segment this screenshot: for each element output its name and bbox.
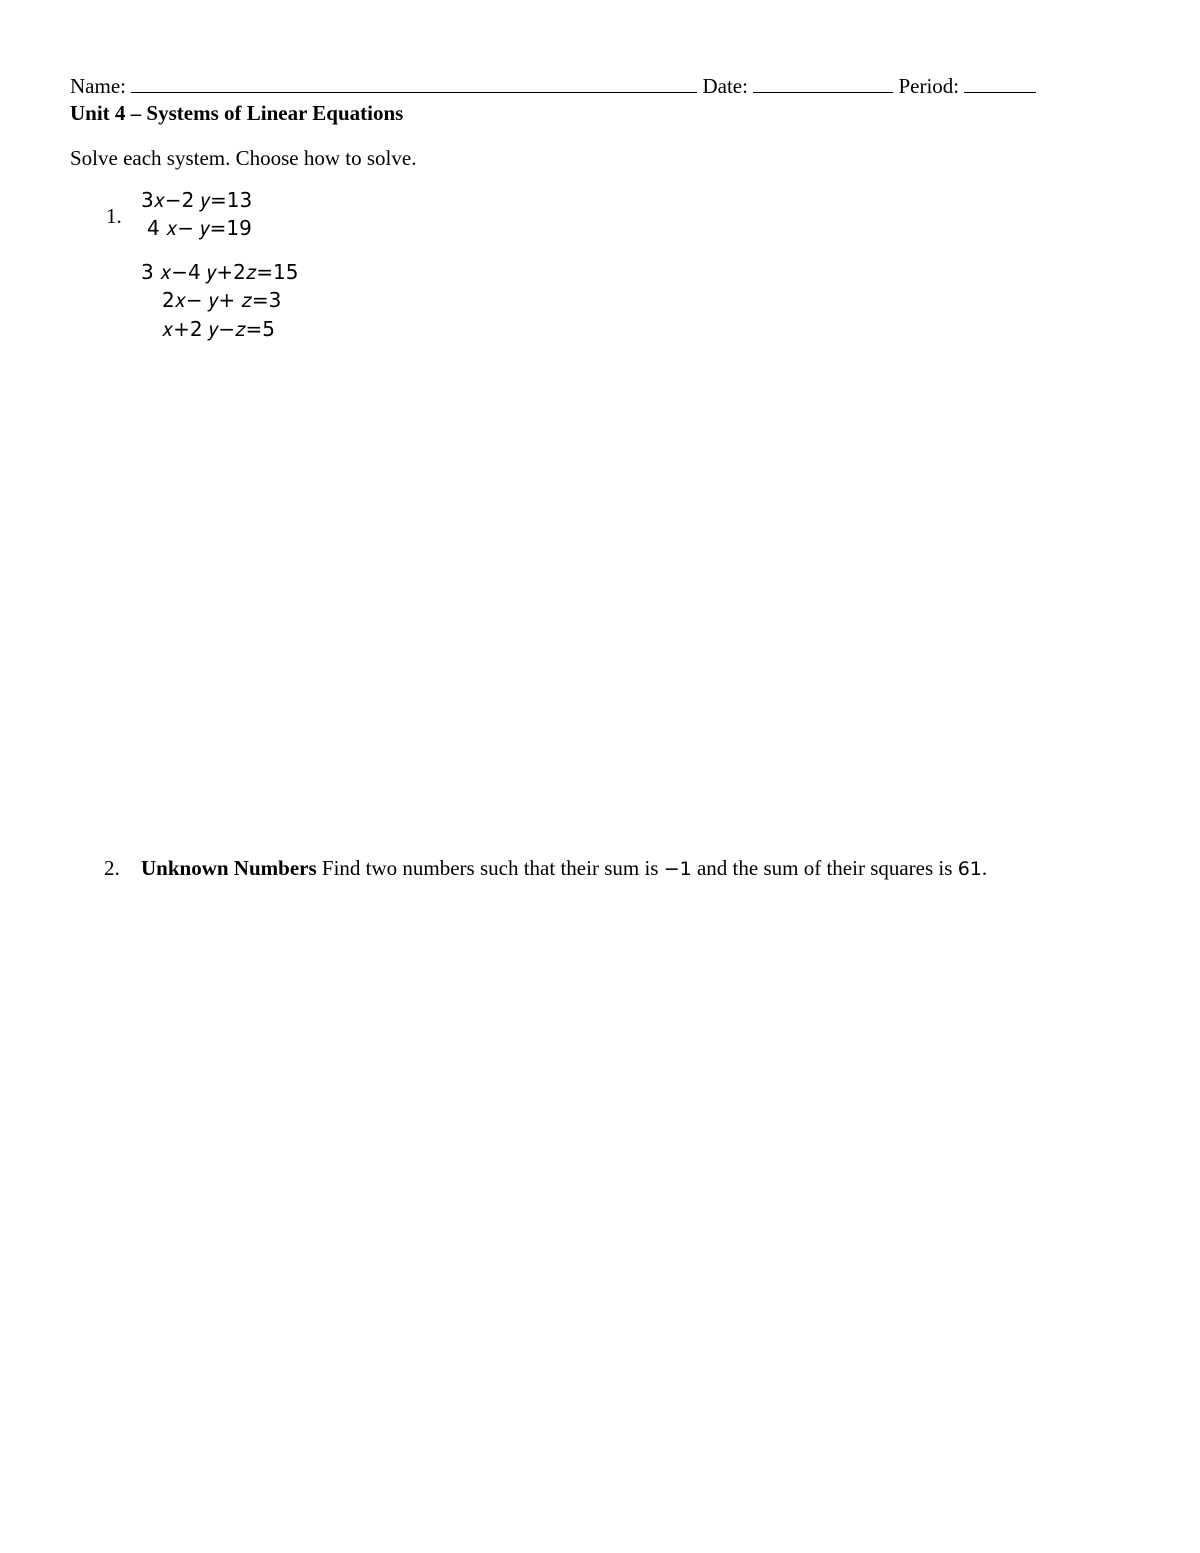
header-row	[70, 74, 1036, 98]
problem-number-2: 2.	[104, 856, 120, 880]
equation-2b: 2𝑥− 𝑦+ 𝑧=3	[162, 288, 282, 312]
problem-2-heading: Unknown Numbers	[141, 856, 317, 880]
equation-2c: 𝑥+2 𝑦−𝑧=5	[162, 317, 275, 341]
equation-1a: 3𝑥−2 𝑦=13	[141, 188, 253, 212]
period-field[interactable]	[964, 74, 1036, 93]
date-field[interactable]	[753, 74, 893, 93]
period-label: Period:	[898, 74, 960, 98]
problem-2-text-end: .	[981, 856, 988, 880]
page-title: Unit 4 – Systems of Linear Equations	[70, 101, 404, 125]
problem-2-squares-value: 61	[957, 858, 982, 880]
name-field[interactable]	[131, 74, 697, 93]
problem-2-text	[141, 856, 987, 881]
problem-number-1: 1.	[106, 204, 122, 228]
equation-2a: 3 𝑥−4 𝑦+2𝑧=15	[141, 260, 299, 284]
problem-2-text-middle: and the sum of their squares is	[696, 856, 953, 880]
instructions: Solve each system. Choose how to solve.	[70, 146, 417, 170]
problem-2-sum-value: −1	[663, 858, 692, 880]
name-label: Name:	[70, 74, 126, 98]
date-label: Date:	[702, 74, 748, 98]
equation-1b: 4 𝑥− 𝑦=19	[147, 216, 252, 240]
problem-2-text-before: Find two numbers such that their sum is	[321, 856, 659, 880]
